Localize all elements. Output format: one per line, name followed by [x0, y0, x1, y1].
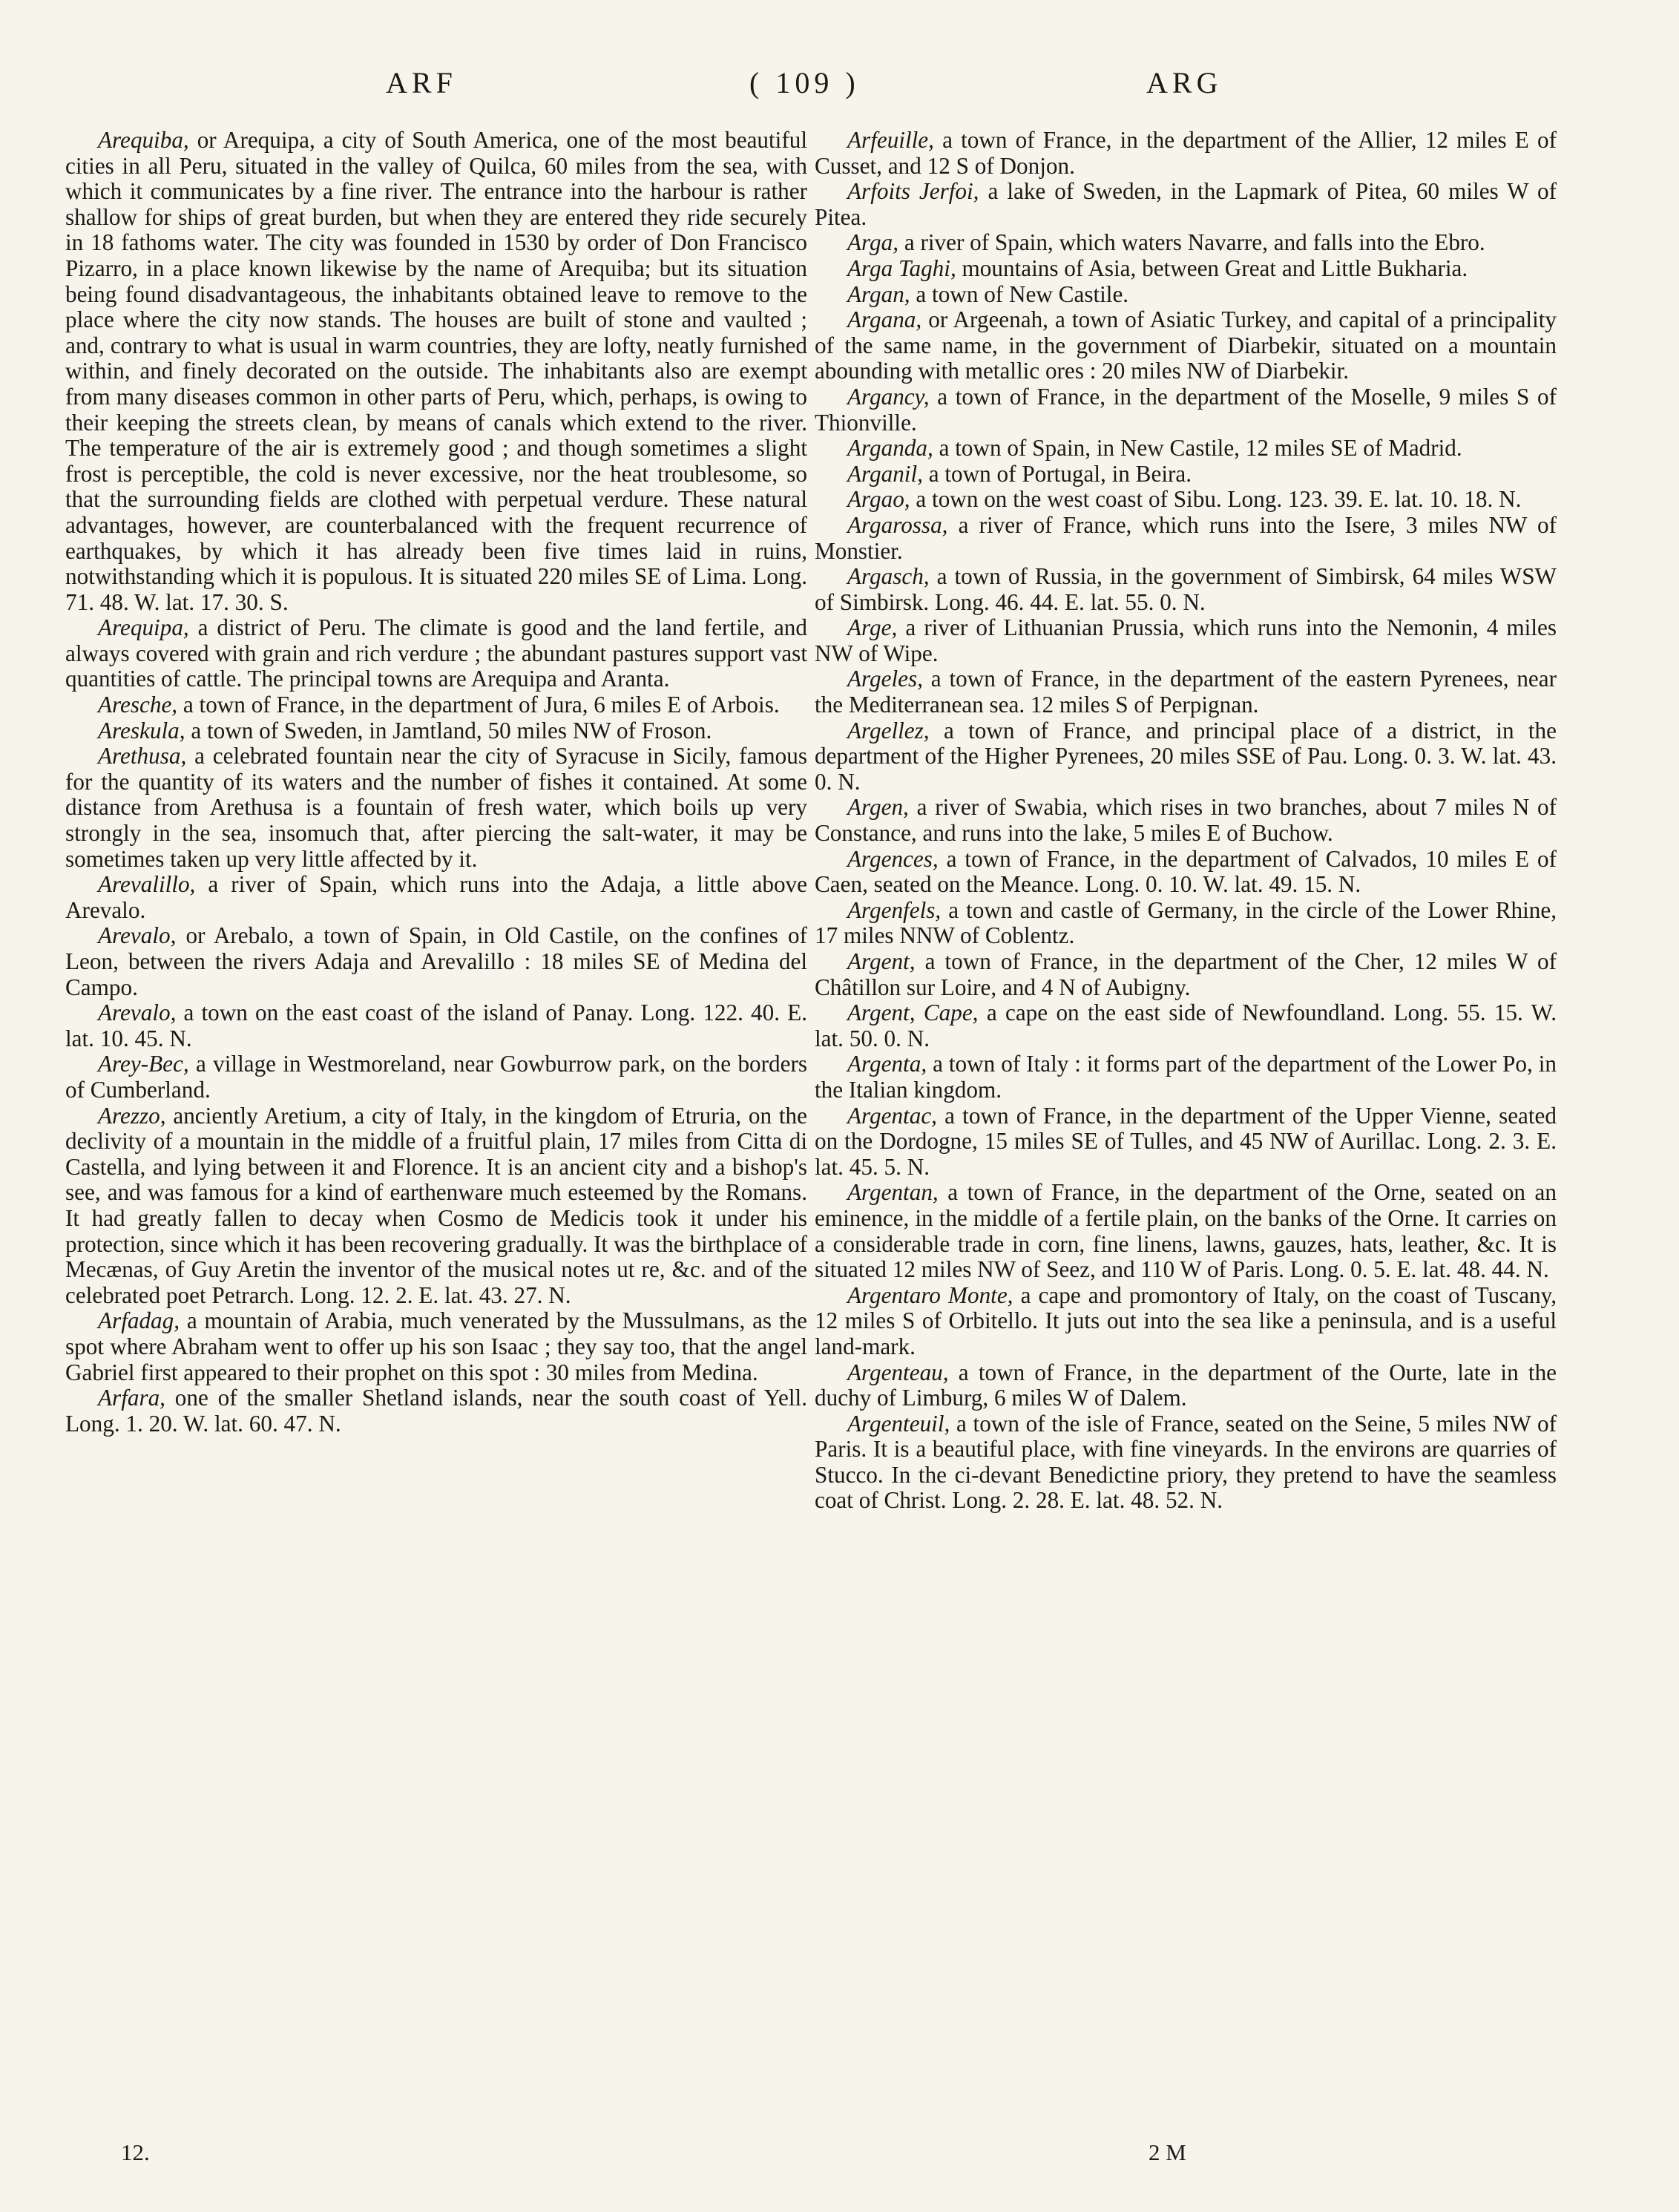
dictionary-entry [815, 718, 1557, 795]
header-left-guideword: ARF [386, 66, 457, 99]
entry-text: one of the smaller Shetland islands, near the south coast of Yell. Long. 1. 20. W. lat. 60. 47. N. [65, 1385, 807, 1437]
entry-headword: Arethusa, [98, 743, 187, 769]
dictionary-entry [815, 1180, 1557, 1282]
entry-text: a town on the east coast of the island of Panay. Long. 122. 40. E. lat. 10. 45. N. [65, 1000, 807, 1051]
entry-text: a river of France, which runs into the Isere, 3 miles NW of Monstier. [815, 511, 1557, 564]
entry-text: a village in Westmoreland, near Gowburrow park, on the borders of Cumberland. [65, 1051, 807, 1103]
dictionary-entry [65, 615, 807, 692]
entry-headword: Arga Taghi, [847, 255, 956, 281]
dictionary-entry [815, 307, 1557, 384]
entry-text: a cape on the east side of Newfoundland. Long. 55. 15. W. lat. 50. 0. N. [815, 1000, 1557, 1051]
entry-headword: Argentan, [847, 1179, 939, 1206]
dictionary-entry [815, 179, 1557, 230]
dictionary-entry [815, 462, 1557, 488]
entry-text: a town of France, in the department of the Cher, 12 miles W of Châtillon sur Loire, and 4 N of Aubigny. [815, 948, 1557, 1000]
dictionary-entry [815, 436, 1557, 462]
entry-text: mountains of Asia, between Great and Little Bukharia. [956, 255, 1468, 281]
entry-headword: Argenta, [847, 1051, 927, 1077]
entry-text: a town of France, in the department of Calvados, 10 miles E of Caen, seated on the Meance. Long. 0. 10. W. lat. 49. 15. N. [815, 845, 1557, 898]
entry-headword: Arey-Bec, [98, 1051, 189, 1077]
entry-headword: Argana, [847, 306, 922, 333]
entry-headword: Argent, Cape, [847, 1000, 979, 1026]
entry-text: a town of France, in the department of Jura, 6 miles E of Arbois. [177, 692, 780, 718]
entry-headword: Arga, [847, 229, 899, 256]
entry-headword: Argeles, [847, 666, 923, 692]
entry-text: a river of Spain, which runs into the Adaja, a little above Arevalo. [65, 871, 807, 923]
entry-headword: Argao, [847, 486, 910, 513]
right-column [815, 128, 1557, 1514]
header-right-guideword: ARG [1146, 66, 1223, 99]
dictionary-entry [65, 1000, 807, 1051]
entry-headword: Arevalo, [98, 922, 177, 949]
entry-headword: Arfeuille, [847, 127, 934, 153]
running-header [0, 65, 1679, 110]
entry-headword: Argent, [847, 948, 916, 974]
dictionary-entry [815, 1411, 1557, 1514]
entry-text: a town of France, in the department of the Moselle, 9 miles S of Thionville. [815, 383, 1557, 436]
page-number: ( 109 ) [749, 66, 860, 99]
dictionary-entry [815, 230, 1557, 256]
dictionary-entry [65, 872, 807, 923]
entry-headword: Arevalillo, [98, 871, 196, 898]
entry-headword: Arganda, [847, 435, 933, 462]
entry-headword: Argences, [847, 845, 939, 872]
entry-text: a lake of Sweden, in the Lapmark of Pitea, 60 miles W of Pitea. [815, 178, 1557, 230]
entry-text: a town of Spain, in New Castile, 12 miles SE of Madrid. [933, 435, 1462, 462]
dictionary-entry [815, 795, 1557, 846]
dictionary-entry [65, 1385, 807, 1437]
entry-headword: Argentac, [847, 1102, 937, 1129]
entry-text: a town of Italy : it forms part of the department of the Lower Po, in the Italian kingdom. [815, 1051, 1557, 1103]
dictionary-entry [815, 847, 1557, 898]
entry-headword: Argan, [847, 280, 910, 307]
dictionary-entry [815, 898, 1557, 949]
entry-headword: Aresche, [98, 692, 178, 718]
dictionary-entry [65, 744, 807, 872]
entry-headword: Argarossa, [847, 511, 948, 538]
entry-headword: Arequipa, [98, 614, 189, 641]
dictionary-entry [65, 128, 807, 615]
entry-headword: Arge, [847, 614, 898, 641]
entry-headword: Arfoits Jerfoi, [847, 178, 979, 205]
entry-text: a town of France, in the department of the eastern Pyrenees, near the Mediterranean sea. 12 miles S of Perpignan. [815, 666, 1557, 718]
entry-text: a town of France, in the department of the Ourte, late in the duchy of Limburg, 6 miles W of Dalem. [815, 1359, 1557, 1411]
dictionary-entry [65, 1308, 807, 1385]
dictionary-entry [815, 615, 1557, 666]
dictionary-entry [65, 1051, 807, 1103]
entry-text: or Argeenah, a town of Asiatic Turkey, and capital of a principality of the same name, in the government of Diarbekir, situated on a mountain abounding with metallic ores : 20 miles NW of Diarbekir. [815, 306, 1557, 384]
entry-text: a town of Portugal, in Beira. [922, 460, 1192, 487]
entry-headword: Areskula, [98, 717, 185, 744]
entry-headword: Arezzo, [98, 1102, 166, 1129]
entry-headword: Argenfels, [847, 896, 942, 923]
dictionary-entry [815, 1283, 1557, 1360]
entry-headword: Arfara, [98, 1385, 165, 1411]
dictionary-entry [65, 1103, 807, 1309]
entry-headword: Arevalo, [98, 1000, 177, 1026]
dictionary-entry [815, 666, 1557, 718]
entry-text: a town and castle of Germany, in the circle of the Lower Rhine, 17 miles NNW of Coblentz. [815, 896, 1557, 949]
dictionary-entry [815, 1051, 1557, 1103]
dictionary-entry [815, 1000, 1557, 1051]
entry-headword: Argenteuil, [847, 1410, 950, 1437]
page-footer [0, 2139, 1679, 2169]
entry-headword: Argentaro Monte, [847, 1281, 1013, 1308]
entry-text: a town of New Castile. [910, 280, 1129, 307]
entry-text: a mountain of Arabia, much venerated by the Mussulmans, as the spot where Abraham went to offer up his son Isaac ; they say too, that the angel Gabriel first appeared to their prophet on this spot : 30 miles from Medina. [65, 1307, 807, 1385]
dictionary-entry [815, 128, 1557, 179]
entry-headword: Argen, [847, 794, 909, 821]
entry-text: a celebrated fountain near the city of Syracuse in Sicily, famous for the quantity of its waters and the number of fishes it contained. At some distance from Arethusa is a fountain of fresh water, which boils up very strongly in the sea, insomuch that, after piercing the salt-water, it may be sometimes taken up very little affected by it. [65, 743, 807, 872]
dictionary-entry [815, 564, 1557, 615]
entry-text: a river of Spain, which waters Navarre, and falls into the Ebro. [898, 229, 1485, 256]
entry-text: a town of France, and principal place of a district, in the department of the Higher Pyrenees, 20 miles SSE of Pau. Long. 0. 3. W. lat. 43. 0. N. [815, 717, 1557, 795]
dictionary-entry [815, 949, 1557, 1000]
entry-text: anciently Aretium, a city of Italy, in the kingdom of Etruria, on the declivity of a mountain in the middle of a fruitful plain, 17 miles from Citta di Castella, and lying between it and Florence. It is an ancient city and a bishop's see, and was famous for a kind of earthenware much esteemed by the Romans. It had greatly fallen to decay when Cosmo de Medicis took it under his protection, since which it has been recovering gradually. It was the birthplace of Mecænas, of Guy Aretin the inventor of the musical notes ut re, &c. and of the celebrated poet Petrarch. Long. 12. 2. E. lat. 43. 27. N. [65, 1102, 807, 1308]
entry-text: a town of Russia, in the government of Simbirsk, 64 miles WSW of Simbirsk. Long. 46. 44. E. lat. 55. 0. N. [815, 563, 1557, 615]
dictionary-entry [815, 513, 1557, 564]
dictionary-entry [65, 718, 807, 744]
dictionary-entry [65, 923, 807, 1000]
dictionary-entry [815, 282, 1557, 308]
entry-text: or Arequipa, a city of South America, one of the most beautiful cities in all Peru, situated in the valley of Quilca, 60 miles from the sea, with which it communicates by a fine river. The entrance into the harbour is rather shallow for ships of great burden, but when they are entered they ride securely in 18 fathoms water. The city was founded in 1530 by order of Don Francisco Pizarro, in a place known likewise by the name of Arequiba; but its situation being found disadvantageous, the inhabitants obtained leave to remove to the place where the city now stands. The houses are built of stone and vaulted ; and, contrary to what is usual in warm countries, they are lofty, neatly furnished within, and finely decorated on the outside. The inhabitants also are exempt from many diseases common in other parts of Peru, which, perhaps, is owing to their keeping the streets clean, by means of canals which extend to the river. The temperature of the air is extremely good ; and though sometimes a slight frost is perceptible, the cold is never excessive, nor the heat troublesome, so that the surrounding fields are clothed with perpetual verdure. These natural advantages, however, are counterbalanced with the frequent recurrence of earthquakes, by which it has already been five times laid in ruins, notwithstanding which it is populous. It is situated 220 miles SE of Lima. Long. 71. 48. W. lat. 17. 30. S. [65, 127, 807, 615]
entry-text: a town of France, in the department of the Orne, seated on an eminence, in the middle of a fertile plain, on the banks of the Orne. It carries on a considerable trade in corn, fine linens, lawns, gauzes, hats, leather, &c. It is situated 12 miles NW of Seez, and 110 W of Paris. Long. 0. 5. E. lat. 48. 44. N. [815, 1179, 1557, 1283]
footer-signature-left: 12. [121, 2139, 150, 2165]
entry-headword: Argellez, [847, 717, 930, 744]
entry-text: a town of Sweden, in Jamtland, 50 miles NW of Froson. [185, 717, 712, 744]
entry-headword: Arequiba, [98, 127, 189, 153]
entry-text: a river of Swabia, which rises in two branches, about 7 miles N of Constance, and runs into the lake, 5 miles E of Buchow. [815, 794, 1557, 847]
entry-text: a town of France, in the department of the Upper Vienne, seated on the Dordogne, 15 miles SE of Tulles, and 45 NW of Aurillac. Long. 2. 3. E. lat. 45. 5. N. [815, 1102, 1557, 1180]
dictionary-entry [815, 1360, 1557, 1411]
entry-text: a cape and promontory of Italy, on the coast of Tuscany, 12 miles S of Orbitello. It juts out into the sea like a peninsula, and is a useful land-mark. [815, 1281, 1557, 1359]
entry-headword: Arganil, [847, 460, 923, 487]
dictionary-entry [815, 1103, 1557, 1181]
entry-text: a town of the isle of France, seated on the Seine, 5 miles NW of Paris. It is a beautiful place, with fine vineyards. In the environs are quarries of Stucco. In the ci-devant Benedictine priory, they pretend to have the seamless coat of Christ. Long. 2. 28. E. lat. 48. 52. N. [815, 1410, 1557, 1514]
entry-text: or Arebalo, a town of Spain, in Old Castile, on the confines of Leon, between the rivers Adaja and Arevalillo : 18 miles SE of Medina del Campo. [65, 922, 807, 1000]
entry-text: a town of France, in the department of the Allier, 12 miles E of Cusset, and 12 S of Donjon. [815, 127, 1557, 179]
footer-signature-right: 2 M [1149, 2139, 1186, 2165]
dictionary-entry [815, 384, 1557, 436]
left-column [65, 128, 807, 1437]
entry-headword: Arfadag, [98, 1307, 180, 1334]
entry-text: a district of Peru. The climate is good and the land fertile, and always covered with grain and rich verdure ; the abundant pastures support vast quantities of cattle. The principal towns are Arequipa and Aranta. [65, 614, 807, 692]
entry-headword: Argenteau, [847, 1359, 949, 1385]
dictionary-entry [815, 256, 1557, 282]
entry-headword: Argancy, [847, 383, 930, 410]
dictionary-entry [815, 487, 1557, 513]
dictionary-entry [65, 692, 807, 718]
entry-text: a town on the west coast of Sibu. Long. 123. 39. E. lat. 10. 18. N. [910, 486, 1522, 513]
entry-headword: Argasch, [847, 563, 930, 590]
entry-text: a river of Lithuanian Prussia, which runs into the Nemonin, 4 miles NW of Wipe. [815, 614, 1557, 666]
